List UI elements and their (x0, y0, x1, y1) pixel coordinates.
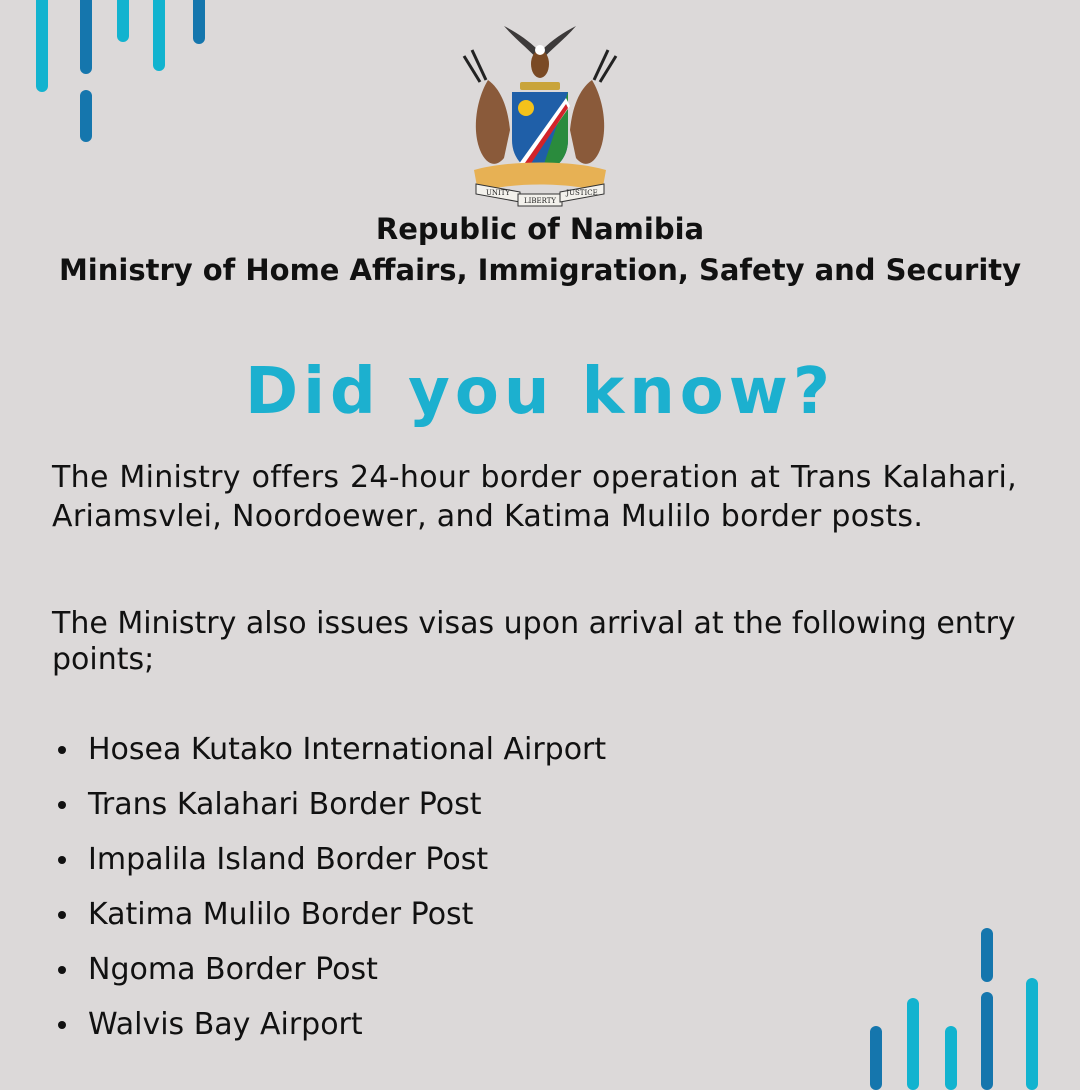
ministry-title: Ministry of Home Affairs, Immigration, Safety and Security (58, 253, 1022, 287)
list-item (58, 832, 606, 887)
entry-point-label: Trans Kalahari Border Post (88, 786, 482, 822)
country-title: Republic of Namibia (375, 212, 705, 246)
bullet-icon (58, 911, 66, 919)
bullet-icon (58, 1021, 66, 1029)
bullet-icon (58, 801, 66, 809)
decor-bar (870, 1026, 882, 1090)
decor-bar (981, 992, 993, 1090)
bottom-right-decor-bars (860, 920, 1080, 1080)
entry-point-label: Walvis Bay Airport (88, 1006, 363, 1042)
decor-bar (945, 1026, 957, 1090)
visa-arrival-paragraph: The Ministry also issues visas upon arrival at the following entry points; (52, 606, 1016, 677)
bullet-icon (58, 746, 66, 754)
decor-bar (117, 0, 129, 42)
list-item (58, 722, 606, 777)
list-item (58, 997, 606, 1052)
entry-point-label: Impalila Island Border Post (88, 841, 489, 877)
list-item (58, 942, 606, 997)
motto-unity: UNITY (485, 189, 511, 197)
decor-bar (907, 998, 919, 1090)
entry-point-label: Ngoma Border Post (88, 951, 378, 987)
list-item (58, 777, 606, 832)
top-left-decor-bars (0, 0, 220, 150)
decor-bar (80, 90, 92, 142)
bullet-icon (58, 966, 66, 974)
list-item (58, 887, 606, 942)
entry-point-label: Hosea Kutako International Airport (88, 731, 607, 767)
coat-of-arms-emblem (458, 20, 622, 212)
entry-points-list (58, 722, 606, 1052)
decor-bar (36, 0, 48, 92)
bullet-icon (58, 856, 66, 864)
decor-bar (1026, 978, 1038, 1090)
motto-justice: JUSTICE (566, 189, 598, 197)
decor-bar (80, 0, 92, 74)
decor-bar (981, 928, 993, 982)
motto-liberty: LIBERTY (523, 197, 557, 205)
entry-point-label: Katima Mulilo Border Post (88, 896, 474, 932)
border-operation-paragraph: The Ministry offers 24-hour border operation at Trans Kalahari, Ariamsvlei, Noordoewer, and Katima Mulilo border posts. (52, 460, 1017, 534)
decor-bar (193, 0, 205, 44)
did-you-know-heading: Did you know? (244, 355, 836, 429)
decor-bar (153, 0, 165, 71)
